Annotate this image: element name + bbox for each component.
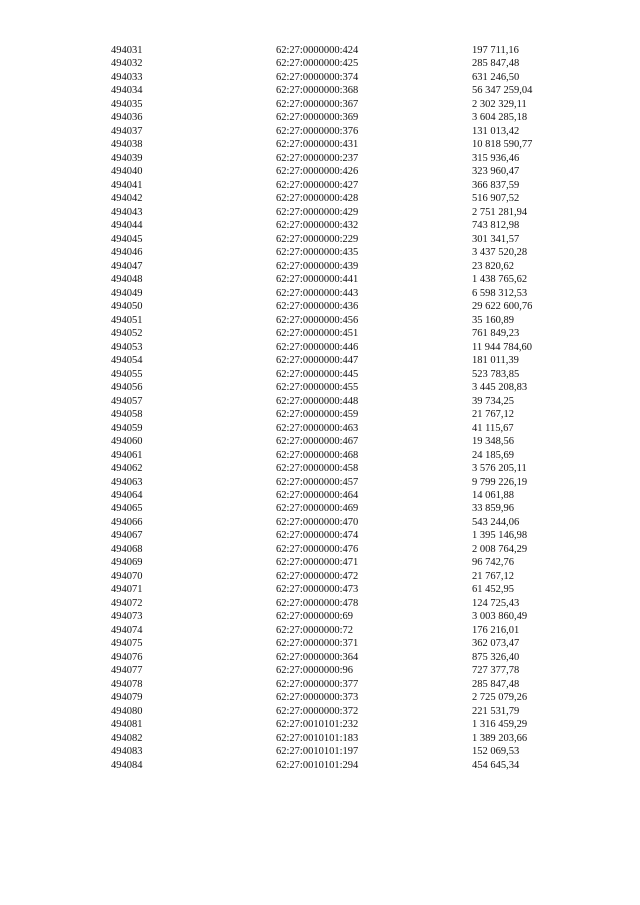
table-row (0, 408, 640, 421)
cadastral-value: 3 576 205,11 (472, 463, 527, 475)
cadastral-number: 62:27:0000000:237 (276, 152, 359, 164)
cadastral-value: 631 246,50 (472, 71, 520, 83)
row-number: 494049 (111, 287, 143, 299)
row-number: 494064 (111, 489, 143, 501)
cadastral-number: 62:27:0000000:468 (276, 449, 359, 461)
cadastral-number: 62:27:0000000:457 (276, 476, 359, 488)
table-row (0, 354, 640, 367)
cadastral-value: 21 767,12 (472, 570, 514, 582)
table-row (0, 44, 640, 57)
table-row (0, 179, 640, 192)
row-number: 494060 (111, 436, 143, 448)
cadastral-number: 62:27:0000000:371 (276, 638, 359, 650)
cadastral-number: 62:27:0000000:96 (276, 665, 354, 677)
cadastral-value: 743 812,98 (472, 220, 520, 232)
row-number: 494074 (111, 624, 143, 636)
table-row (0, 219, 640, 232)
cadastral-value: 152 069,53 (472, 746, 520, 758)
table-row (0, 489, 640, 502)
row-number: 494034 (111, 85, 143, 97)
row-number: 494059 (111, 422, 143, 434)
cadastral-number: 62:27:0000000:372 (276, 705, 359, 717)
cadastral-number: 62:27:0000000:373 (276, 692, 359, 704)
table-row (0, 449, 640, 462)
cadastral-value: 221 531,79 (472, 705, 520, 717)
table-row (0, 206, 640, 219)
cadastral-value: 56 347 259,04 (472, 85, 533, 97)
cadastral-value-table (0, 44, 640, 772)
row-number: 494075 (111, 638, 143, 650)
cadastral-value: 41 115,67 (472, 422, 514, 434)
row-number: 494039 (111, 152, 143, 164)
cadastral-value: 11 944 784,60 (472, 341, 532, 353)
cadastral-number: 62:27:0000000:69 (276, 611, 354, 623)
row-number: 494063 (111, 476, 143, 488)
cadastral-number: 62:27:0000000:369 (276, 112, 359, 124)
row-number: 494052 (111, 328, 143, 340)
table-row (0, 138, 640, 151)
cadastral-value: 131 013,42 (472, 125, 520, 137)
cadastral-value: 35 160,89 (472, 314, 514, 326)
cadastral-value: 3 604 285,18 (472, 112, 528, 124)
table-row (0, 502, 640, 515)
row-number: 494046 (111, 247, 143, 259)
cadastral-number: 62:27:0000000:426 (276, 166, 359, 178)
cadastral-number: 62:27:0010101:183 (276, 732, 359, 744)
row-number: 494037 (111, 125, 143, 137)
cadastral-value: 14 061,88 (472, 489, 514, 501)
row-number: 494062 (111, 463, 143, 475)
row-number: 494066 (111, 516, 143, 528)
row-number: 494083 (111, 746, 143, 758)
row-number: 494058 (111, 409, 143, 421)
table-row (0, 152, 640, 165)
cadastral-number: 62:27:0000000:458 (276, 463, 359, 475)
table-row (0, 327, 640, 340)
row-number: 494054 (111, 355, 143, 367)
cadastral-value: 875 326,40 (472, 651, 520, 663)
cadastral-value: 1 389 203,66 (472, 732, 528, 744)
row-number: 494045 (111, 233, 143, 245)
row-number: 494041 (111, 179, 143, 191)
table-row (0, 597, 640, 610)
cadastral-value: 523 783,85 (472, 368, 520, 380)
cadastral-number: 62:27:0000000:441 (276, 274, 359, 286)
row-number: 494072 (111, 597, 143, 609)
cadastral-value: 61 452,95 (472, 584, 514, 596)
cadastral-number: 62:27:0000000:459 (276, 409, 359, 421)
cadastral-number: 62:27:0000000:364 (276, 651, 359, 663)
cadastral-value: 39 734,25 (472, 395, 514, 407)
cadastral-number: 62:27:0000000:471 (276, 557, 359, 569)
table-row (0, 624, 640, 637)
row-number: 494071 (111, 584, 143, 596)
table-row (0, 691, 640, 704)
cadastral-value: 96 742,76 (472, 557, 514, 569)
cadastral-number: 62:27:0000000:229 (276, 233, 359, 245)
cadastral-value: 285 847,48 (472, 58, 520, 70)
cadastral-number: 62:27:0000000:478 (276, 597, 359, 609)
table-row (0, 745, 640, 758)
cadastral-number: 62:27:0010101:232 (276, 719, 359, 731)
cadastral-number: 62:27:0000000:467 (276, 436, 359, 448)
cadastral-number: 62:27:0000000:474 (276, 530, 359, 542)
cadastral-number: 62:27:0000000:368 (276, 85, 359, 97)
cadastral-value: 24 185,69 (472, 449, 514, 461)
row-number: 494081 (111, 719, 143, 731)
cadastral-value: 516 907,52 (472, 193, 520, 205)
table-row (0, 705, 640, 718)
table-row (0, 543, 640, 556)
cadastral-value: 2 725 079,26 (472, 692, 528, 704)
table-row (0, 125, 640, 138)
cadastral-value: 366 837,59 (472, 179, 520, 191)
table-row (0, 583, 640, 596)
row-number: 494077 (111, 665, 143, 677)
row-number: 494033 (111, 71, 143, 83)
row-number: 494051 (111, 314, 143, 326)
row-number: 494076 (111, 651, 143, 663)
row-number: 494056 (111, 382, 143, 394)
row-number: 494050 (111, 301, 143, 313)
table-row (0, 246, 640, 259)
cadastral-value: 124 725,43 (472, 597, 520, 609)
table-row (0, 341, 640, 354)
row-number: 494040 (111, 166, 143, 178)
table-row (0, 476, 640, 489)
cadastral-value: 1 438 765,62 (472, 274, 528, 286)
table-row (0, 759, 640, 772)
row-number: 494031 (111, 45, 143, 56)
row-number: 494036 (111, 112, 143, 124)
cadastral-value: 454 645,34 (472, 759, 520, 771)
table-row (0, 637, 640, 650)
row-number: 494035 (111, 98, 143, 110)
table-row (0, 273, 640, 286)
cadastral-value: 23 820,62 (472, 260, 514, 272)
cadastral-number: 62:27:0000000:456 (276, 314, 359, 326)
cadastral-number: 62:27:0000000:427 (276, 179, 359, 191)
table-row (0, 165, 640, 178)
cadastral-value: 543 244,06 (472, 516, 520, 528)
cadastral-value: 2 302 329,11 (472, 98, 527, 110)
table-row (0, 462, 640, 475)
cadastral-value: 181 011,39 (472, 355, 519, 367)
table-row (0, 516, 640, 529)
cadastral-value: 3 003 860,49 (472, 611, 528, 623)
cadastral-number: 62:27:0000000:425 (276, 58, 359, 70)
cadastral-number: 62:27:0000000:374 (276, 71, 359, 83)
row-number: 494057 (111, 395, 143, 407)
row-number: 494079 (111, 692, 143, 704)
cadastral-number: 62:27:0000000:445 (276, 368, 359, 380)
cadastral-value: 3 437 520,28 (472, 247, 528, 259)
table-row (0, 98, 640, 111)
cadastral-value: 33 859,96 (472, 503, 514, 515)
cadastral-number: 62:27:0000000:448 (276, 395, 359, 407)
table-row (0, 111, 640, 124)
cadastral-number: 62:27:0000000:472 (276, 570, 359, 582)
row-number: 494032 (111, 58, 143, 70)
row-number: 494068 (111, 543, 143, 555)
cadastral-number: 62:27:0000000:428 (276, 193, 359, 205)
table-row (0, 651, 640, 664)
table-row (0, 260, 640, 273)
row-number: 494038 (111, 139, 143, 151)
cadastral-value: 197 711,16 (472, 45, 519, 56)
cadastral-value: 362 073,47 (472, 638, 520, 650)
cadastral-number: 62:27:0000000:432 (276, 220, 359, 232)
table-row (0, 71, 640, 84)
cadastral-number: 62:27:0000000:451 (276, 328, 359, 340)
cadastral-value: 21 767,12 (472, 409, 514, 421)
row-number: 494043 (111, 206, 143, 218)
cadastral-number: 62:27:0000000:470 (276, 516, 359, 528)
row-number: 494080 (111, 705, 143, 717)
cadastral-number: 62:27:0000000:436 (276, 301, 359, 313)
cadastral-value: 1 395 146,98 (472, 530, 528, 542)
table-row (0, 610, 640, 623)
table-row (0, 529, 640, 542)
cadastral-value: 727 377,78 (472, 665, 520, 677)
table-row (0, 664, 640, 677)
cadastral-number: 62:27:0000000:424 (276, 45, 359, 56)
table-row (0, 300, 640, 313)
row-number: 494047 (111, 260, 143, 272)
table-row (0, 718, 640, 731)
cadastral-value: 761 849,23 (472, 328, 520, 340)
cadastral-number: 62:27:0000000:469 (276, 503, 359, 515)
cadastral-number: 62:27:0010101:294 (276, 759, 359, 771)
cadastral-value: 29 622 600,76 (472, 301, 533, 313)
row-number: 494069 (111, 557, 143, 569)
row-number: 494070 (111, 570, 143, 582)
cadastral-number: 62:27:0000000:443 (276, 287, 359, 299)
table-row (0, 570, 640, 583)
cadastral-value: 3 445 208,83 (472, 382, 528, 394)
cadastral-value: 1 316 459,29 (472, 719, 528, 731)
table-row (0, 381, 640, 394)
table-row (0, 84, 640, 97)
cadastral-value: 285 847,48 (472, 678, 520, 690)
cadastral-value: 2 008 764,29 (472, 543, 528, 555)
table-row (0, 435, 640, 448)
cadastral-number: 62:27:0000000:367 (276, 98, 359, 110)
cadastral-value: 315 936,46 (472, 152, 520, 164)
cadastral-value: 176 216,01 (472, 624, 520, 636)
cadastral-number: 62:27:0000000:439 (276, 260, 359, 272)
cadastral-number: 62:27:0000000:435 (276, 247, 359, 259)
cadastral-number: 62:27:0000000:377 (276, 678, 359, 690)
cadastral-value: 10 818 590,77 (472, 139, 533, 151)
table-row (0, 732, 640, 745)
table-row (0, 422, 640, 435)
cadastral-number: 62:27:0000000:464 (276, 489, 359, 501)
row-number: 494044 (111, 220, 143, 232)
row-number: 494073 (111, 611, 143, 623)
cadastral-number: 62:27:0000000:476 (276, 543, 359, 555)
cadastral-value: 9 799 226,19 (472, 476, 528, 488)
table-row (0, 678, 640, 691)
row-number: 494042 (111, 193, 143, 205)
table-row (0, 556, 640, 569)
table-row (0, 368, 640, 381)
table-row (0, 57, 640, 70)
cadastral-value: 19 348,56 (472, 436, 514, 448)
cadastral-number: 62:27:0000000:463 (276, 422, 359, 434)
cadastral-value: 323 960,47 (472, 166, 520, 178)
row-number: 494053 (111, 341, 143, 353)
cadastral-number: 62:27:0000000:473 (276, 584, 359, 596)
table-row (0, 314, 640, 327)
table-row (0, 287, 640, 300)
row-number: 494055 (111, 368, 143, 380)
table-row (0, 233, 640, 246)
row-number: 494084 (111, 759, 143, 771)
cadastral-number: 62:27:0000000:72 (276, 624, 354, 636)
table-row (0, 192, 640, 205)
cadastral-value: 6 598 312,53 (472, 287, 528, 299)
cadastral-number: 62:27:0000000:429 (276, 206, 359, 218)
cadastral-number: 62:27:0000000:431 (276, 139, 359, 151)
cadastral-value: 2 751 281,94 (472, 206, 528, 218)
cadastral-value: 301 341,57 (472, 233, 520, 245)
table-row (0, 395, 640, 408)
row-number: 494061 (111, 449, 143, 461)
cadastral-number: 62:27:0010101:197 (276, 746, 359, 758)
cadastral-number: 62:27:0000000:446 (276, 341, 359, 353)
cadastral-number: 62:27:0000000:376 (276, 125, 359, 137)
row-number: 494078 (111, 678, 143, 690)
cadastral-number: 62:27:0000000:455 (276, 382, 359, 394)
row-number: 494065 (111, 503, 143, 515)
row-number: 494082 (111, 732, 143, 744)
cadastral-number: 62:27:0000000:447 (276, 355, 359, 367)
row-number: 494048 (111, 274, 143, 286)
row-number: 494067 (111, 530, 143, 542)
